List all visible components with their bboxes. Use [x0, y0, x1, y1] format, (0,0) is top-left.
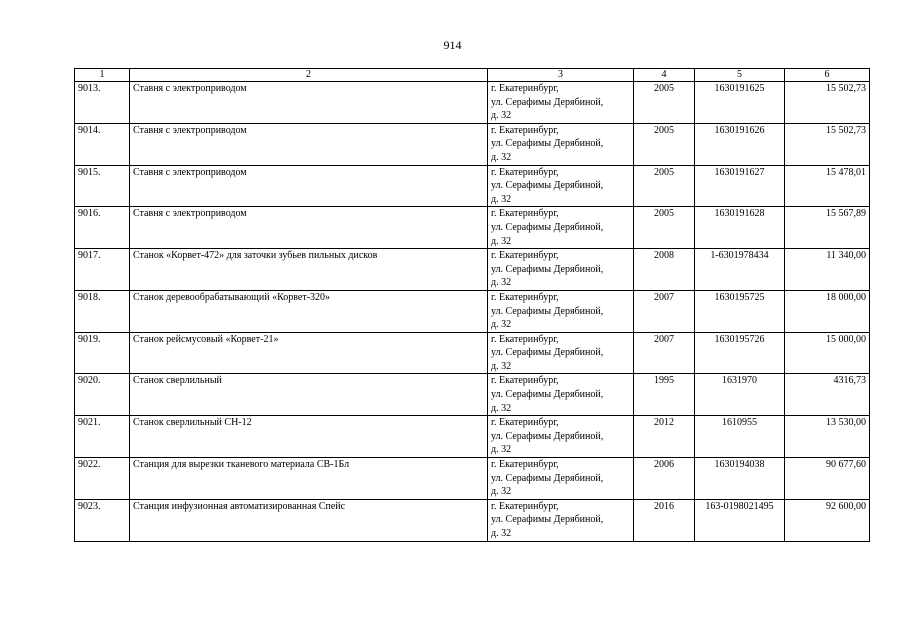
cost-cell: 11 340,00 [785, 249, 870, 291]
inventory-number-cell: 1-6301978434 [695, 249, 785, 291]
column-header-2: 2 [130, 69, 488, 82]
row-number-cell: 9013. [75, 82, 130, 124]
table-row [75, 416, 870, 458]
address-line: г. Екатеринбург, [491, 250, 559, 262]
column-header-1: 1 [75, 69, 130, 82]
table-row [75, 458, 870, 500]
year-cell: 2016 [634, 499, 695, 541]
year-cell: 2006 [634, 458, 695, 500]
year-cell: 2005 [634, 207, 695, 249]
cost-cell: 92 600,00 [785, 499, 870, 541]
row-number-cell: 9019. [75, 332, 130, 374]
address-cell [488, 290, 634, 332]
address-line: ул. Серафимы Дерябиной, [491, 389, 604, 401]
inventory-number-cell: 1630191628 [695, 207, 785, 249]
table-row [75, 374, 870, 416]
year-cell: 1995 [634, 374, 695, 416]
address-cell [488, 458, 634, 500]
column-header-6: 6 [785, 69, 870, 82]
row-number-cell: 9017. [75, 249, 130, 291]
address-line: д. 32 [491, 444, 512, 456]
table-row [75, 249, 870, 291]
row-number-cell: 9014. [75, 123, 130, 165]
row-number-cell: 9016. [75, 207, 130, 249]
cost-cell: 15 502,73 [785, 123, 870, 165]
cost-cell: 15 567,89 [785, 207, 870, 249]
address-line: г. Екатеринбург, [491, 500, 559, 512]
address-line: ул. Серафимы Дерябиной, [491, 472, 604, 484]
address-line: г. Екатеринбург, [491, 166, 559, 178]
item-name-cell: Станок сверлильный [130, 374, 488, 416]
address-line: д. 32 [491, 486, 512, 498]
column-header-4: 4 [634, 69, 695, 82]
row-number-cell: 9015. [75, 165, 130, 207]
address-line: г. Екатеринбург, [491, 333, 559, 345]
property-registry-table [74, 68, 870, 542]
page-number: 914 [443, 38, 462, 52]
address-cell [488, 82, 634, 124]
year-cell: 2007 [634, 332, 695, 374]
address-line: г. Екатеринбург, [491, 124, 559, 136]
cost-cell: 15 000,00 [785, 332, 870, 374]
address-line: д. 32 [491, 235, 512, 247]
address-line: ул. Серафимы Дерябиной, [491, 430, 604, 442]
item-name-cell: Станок рейсмусовый «Корвет-21» [130, 332, 488, 374]
address-cell [488, 374, 634, 416]
item-name-cell: Ставня с электроприводом [130, 165, 488, 207]
inventory-number-cell: 1630191625 [695, 82, 785, 124]
address-line: д. 32 [491, 528, 512, 539]
address-line: ул. Серафимы Дерябиной, [491, 305, 604, 317]
address-line: ул. Серафимы Дерябиной, [491, 180, 604, 192]
table-row [75, 82, 870, 124]
address-line: ул. Серафимы Дерябиной, [491, 221, 604, 233]
year-cell: 2005 [634, 123, 695, 165]
inventory-number-cell: 163-0198021495 [695, 499, 785, 541]
item-name-cell: Ставня с электроприводом [130, 123, 488, 165]
address-line: д. 32 [491, 402, 512, 414]
item-name-cell: Станок сверлильный СН-12 [130, 416, 488, 458]
address-cell [488, 332, 634, 374]
table-row [75, 290, 870, 332]
row-number-cell: 9022. [75, 458, 130, 500]
address-line: ул. Серафимы Дерябиной, [491, 347, 604, 359]
cost-cell: 15 478,01 [785, 165, 870, 207]
table-row [75, 165, 870, 207]
inventory-number-cell: 1610955 [695, 416, 785, 458]
address-line: д. 32 [491, 319, 512, 331]
address-line: г. Екатеринбург, [491, 83, 559, 94]
item-name-cell: Станция для вырезки тканевого материала СВ-1Бл [130, 458, 488, 500]
inventory-number-cell: 1631970 [695, 374, 785, 416]
address-line: ул. Серафимы Дерябиной, [491, 263, 604, 275]
address-cell [488, 165, 634, 207]
address-line: д. 32 [491, 151, 512, 163]
address-line: д. 32 [491, 360, 512, 372]
cost-cell: 90 677,60 [785, 458, 870, 500]
inventory-number-cell: 1630191627 [695, 165, 785, 207]
row-number-cell: 9023. [75, 499, 130, 541]
year-cell: 2005 [634, 165, 695, 207]
header-row [75, 69, 870, 82]
address-line: ул. Серафимы Дерябиной, [491, 138, 604, 150]
year-cell: 2008 [634, 249, 695, 291]
row-number-cell: 9020. [75, 374, 130, 416]
address-line: ул. Серафимы Дерябиной, [491, 514, 604, 526]
row-number-cell: 9018. [75, 290, 130, 332]
address-cell [488, 207, 634, 249]
table-row [75, 332, 870, 374]
inventory-number-cell: 1630195726 [695, 332, 785, 374]
table-row [75, 123, 870, 165]
address-cell [488, 123, 634, 165]
item-name-cell: Станок деревообрабатывающий «Корвет-320» [130, 290, 488, 332]
cost-cell: 15 502,73 [785, 82, 870, 124]
table-row [75, 207, 870, 249]
address-line: г. Екатеринбург, [491, 459, 559, 471]
inventory-number-cell: 1630195725 [695, 290, 785, 332]
address-line: г. Екатеринбург, [491, 208, 559, 220]
address-line: д. 32 [491, 193, 512, 205]
inventory-number-cell: 1630191626 [695, 123, 785, 165]
address-cell [488, 416, 634, 458]
item-name-cell: Станок «Корвет-472» для заточки зубьев пильных дисков [130, 249, 488, 291]
address-line: г. Екатеринбург, [491, 417, 559, 429]
year-cell: 2005 [634, 82, 695, 124]
address-line: д. 32 [491, 110, 512, 122]
cost-cell: 4316,73 [785, 374, 870, 416]
item-name-cell: Станция инфузионная автоматизированная Спейс [130, 499, 488, 541]
year-cell: 2007 [634, 290, 695, 332]
address-line: ул. Серафимы Дерябиной, [491, 96, 604, 108]
table-header [75, 69, 870, 82]
address-cell [488, 499, 634, 541]
address-line: д. 32 [491, 277, 512, 289]
cost-cell: 18 000,00 [785, 290, 870, 332]
address-cell [488, 249, 634, 291]
column-header-3: 3 [488, 69, 634, 82]
row-number-cell: 9021. [75, 416, 130, 458]
address-line: г. Екатеринбург, [491, 375, 559, 387]
cost-cell: 13 530,00 [785, 416, 870, 458]
item-name-cell: Ставня с электроприводом [130, 207, 488, 249]
table-body [75, 82, 870, 542]
table-row [75, 499, 870, 541]
item-name-cell: Ставня с электроприводом [130, 82, 488, 124]
year-cell: 2012 [634, 416, 695, 458]
column-header-5: 5 [695, 69, 785, 82]
address-line: г. Екатеринбург, [491, 291, 559, 303]
inventory-number-cell: 1630194038 [695, 458, 785, 500]
